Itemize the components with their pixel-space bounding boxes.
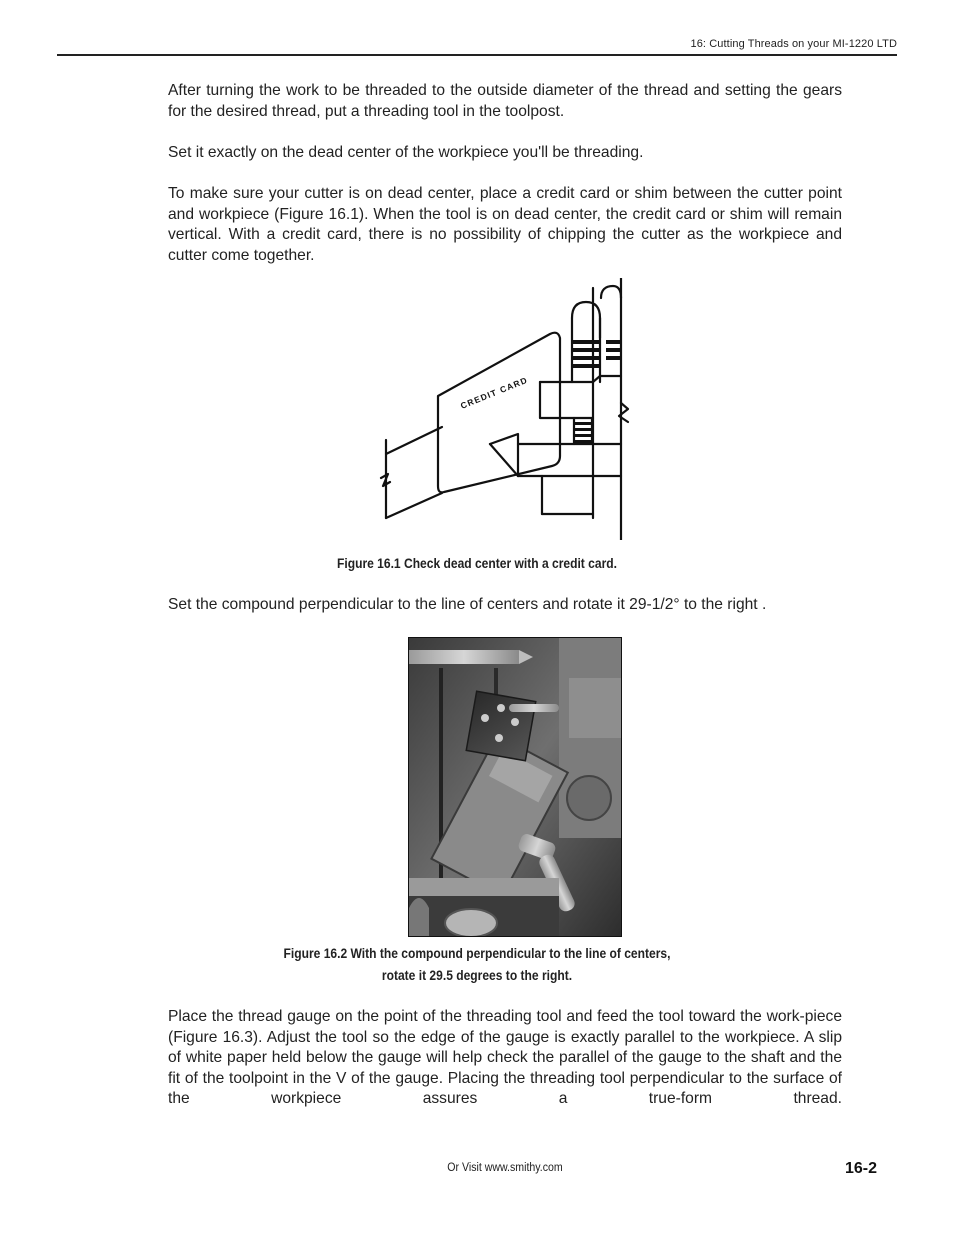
paragraph-2: Set it exactly on the dead center of the workpiece you'll be threading. bbox=[168, 144, 644, 161]
lathe-compound-photo bbox=[409, 638, 622, 937]
page-number: 16-2 bbox=[844, 1160, 877, 1177]
figure-16-1-caption: Figure 16.1 Check dead center with a credit card. bbox=[337, 556, 617, 571]
figure-16-2-photo bbox=[408, 637, 622, 937]
figure-16-2-caption-line2: rotate it 29.5 degrees to the right. bbox=[381, 968, 573, 983]
footer-visit-text: Or Visit www.smithy.com bbox=[447, 1162, 563, 1174]
figure-16-2-caption-line1: Figure 16.2 With the compound perpendicular to the line of centers, bbox=[283, 946, 671, 961]
figure-16-1-drawing bbox=[378, 278, 632, 540]
paragraph-5: Place the thread gauge on the point of the threading tool and feed the tool toward the work-piece (Figure 16.3). Adjust the tool so the edge of the gauge is exactly parallel to the workpiece. A slip of white paper held below the gauge will help check the parallel of the gauge to the shaft and the fit of the toolpoint in the V of the gauge. Placing the threading tool perpendicular to the surface of the workpiece assures a true-form thread. bbox=[168, 1008, 842, 1107]
paragraph-3: To make sure your cutter is on dead center, place a credit card or shim between the cutter point and workpiece (Figure 16.1). When the tool is on dead center, the credit card or shim will remain vertical. With a credit card, there is no possibility of chipping the cutter as the workpiece and cutter come together. bbox=[168, 185, 842, 264]
credit-card-label: CREDIT CARD bbox=[459, 374, 530, 411]
running-header: 16: Cutting Threads on your MI-1220 LTD bbox=[690, 38, 897, 50]
header-rule bbox=[57, 54, 897, 56]
paragraph-4: Set the compound perpendicular to the line of centers and rotate it 29-1/2° to the right . bbox=[168, 596, 767, 613]
paragraph-1: After turning the work to be threaded to the outside diameter of the thread and setting the gears for the desired thread, put a threading tool in the toolpost. bbox=[168, 82, 842, 120]
